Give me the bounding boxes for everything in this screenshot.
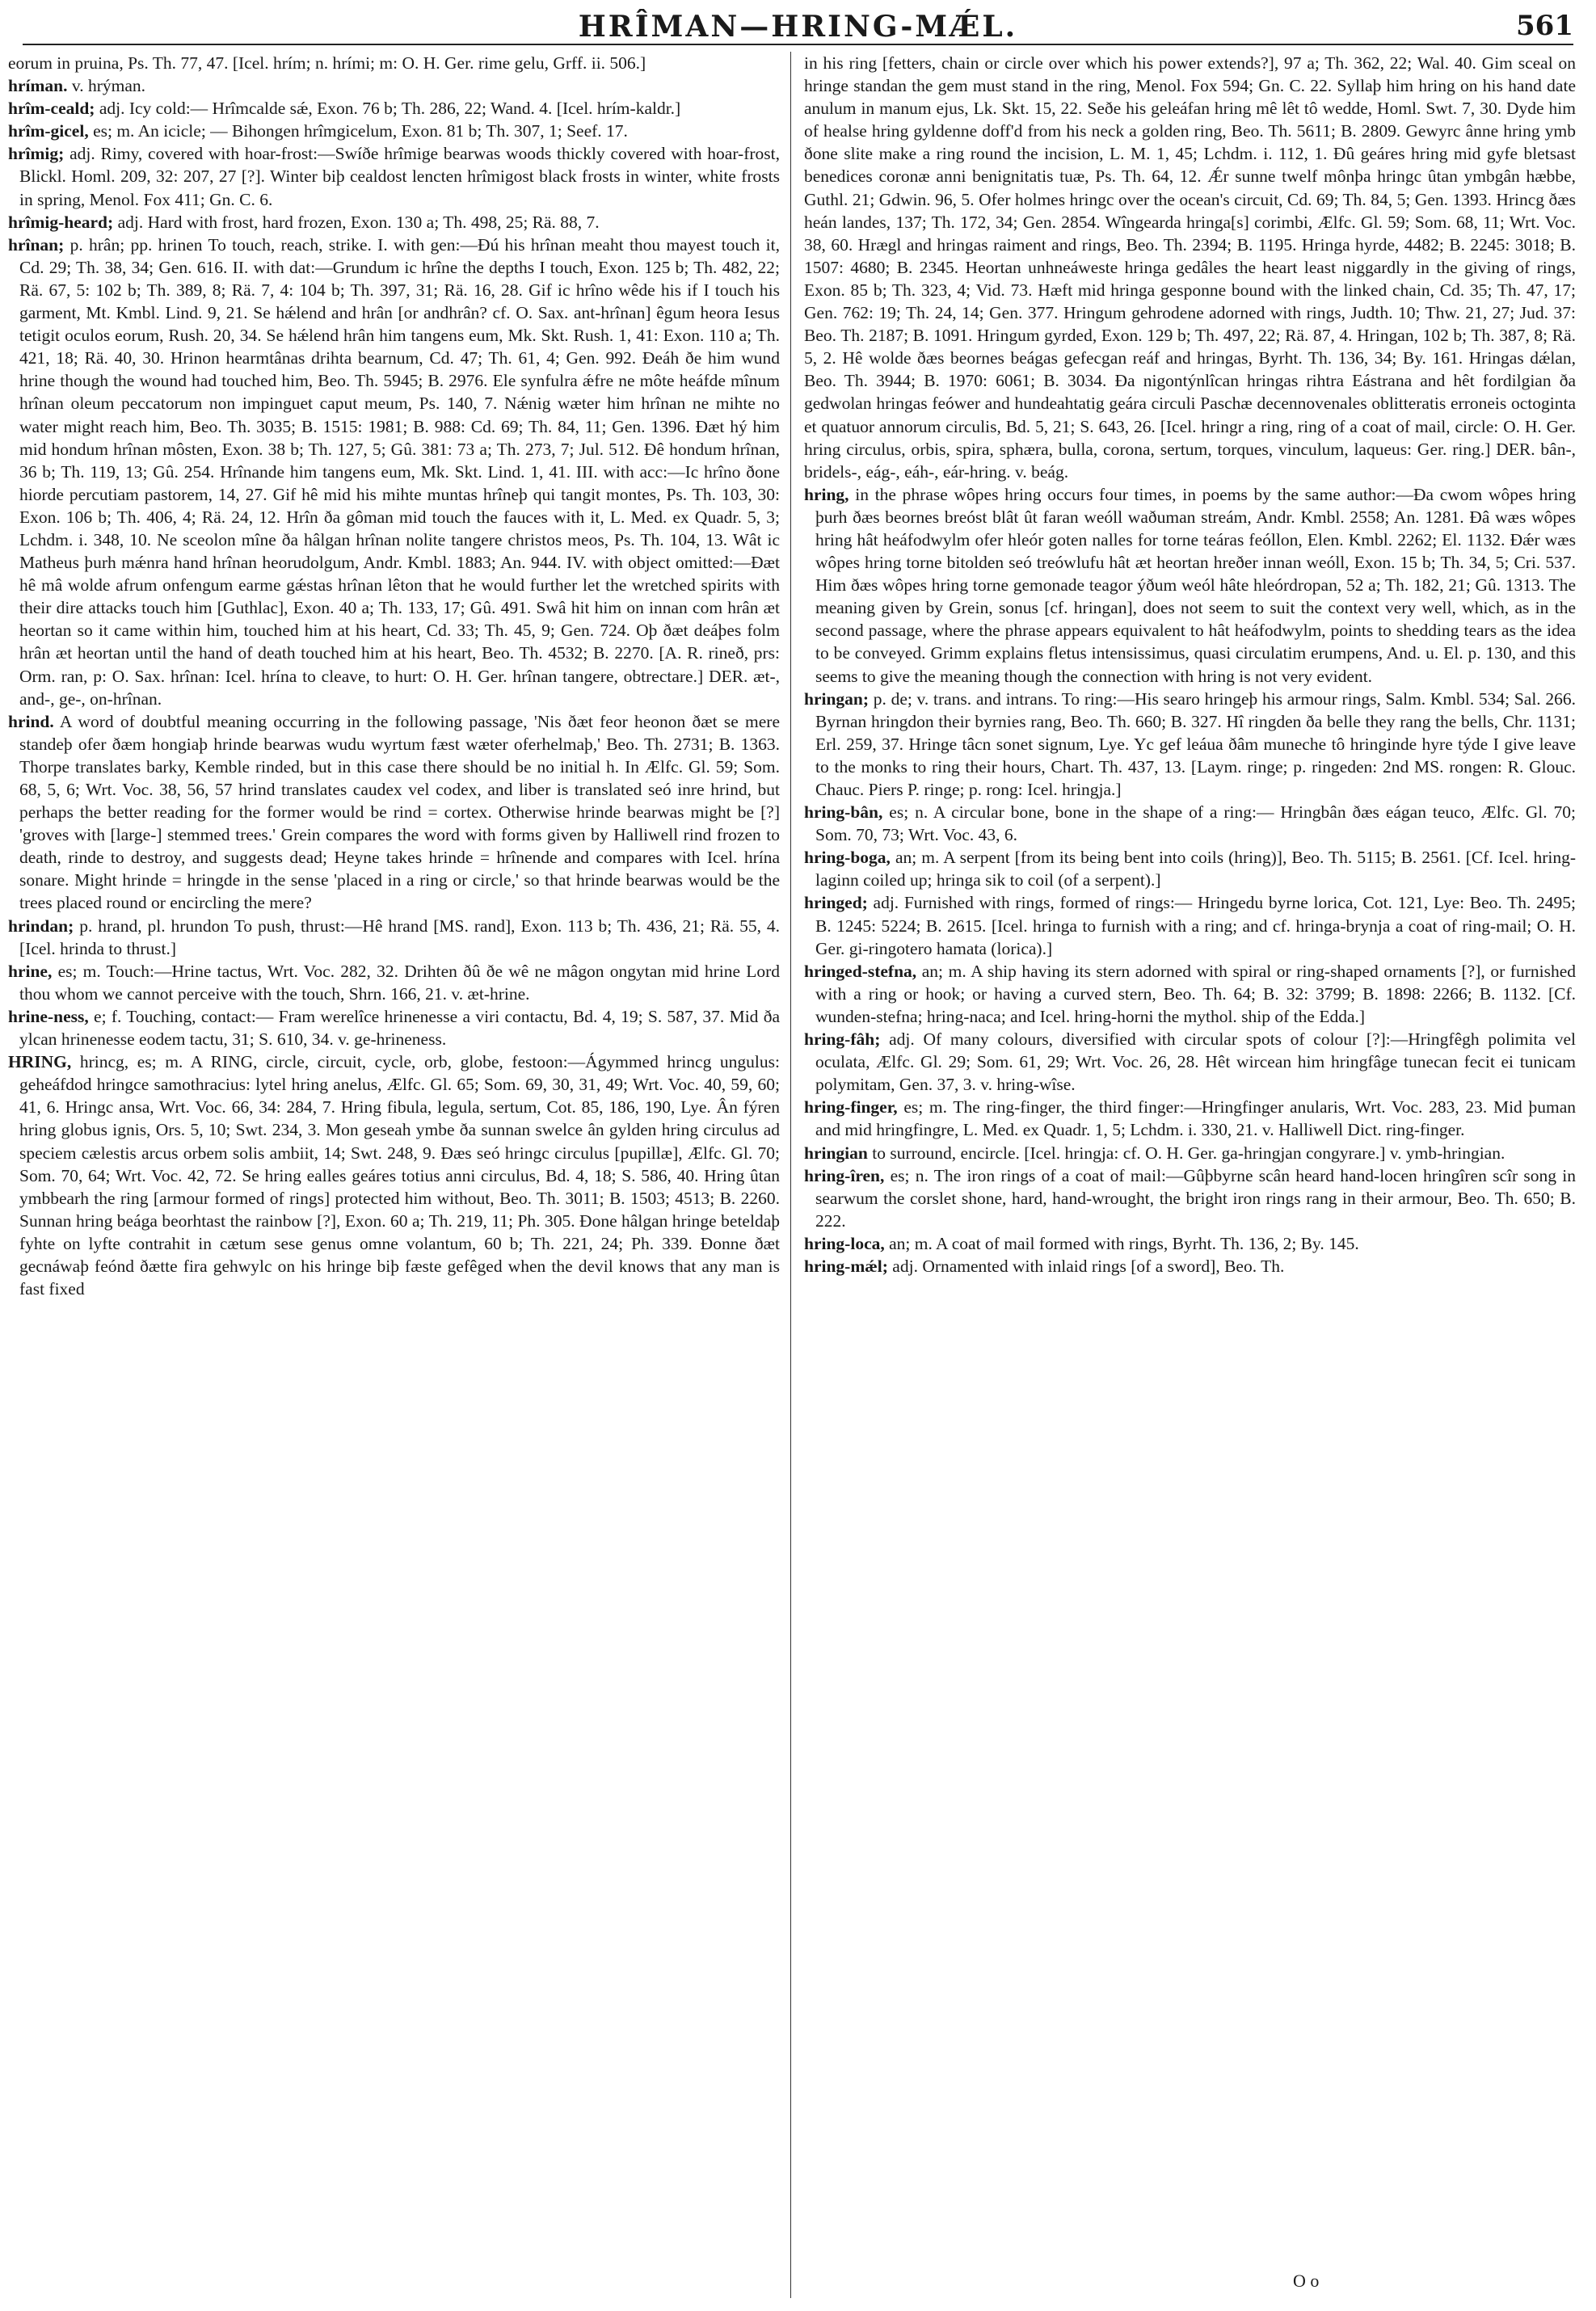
entry-headword: hrine, bbox=[8, 961, 53, 981]
entry-definition: eorum in pruina, Ps. Th. 77, 47. [Icel. hrím; n. hrími; m: O. H. Ger. rime gelu, Grff. ii. 506.] bbox=[8, 53, 646, 73]
two-column-body bbox=[8, 52, 1588, 2298]
entry-headword: hrindan; bbox=[8, 916, 74, 936]
page-title: HRÎMAN—HRING-MǼL. bbox=[578, 10, 1018, 44]
entry-definition: an; m. A coat of mail formed with rings, Byrht. Th. 136, 2; By. 145. bbox=[889, 1233, 1359, 1253]
dictionary-entry bbox=[804, 52, 1576, 483]
entry-headword: hrîm-ceald; bbox=[8, 99, 95, 119]
entry-headword: hríman. bbox=[8, 76, 68, 96]
dictionary-entry bbox=[804, 891, 1576, 959]
entry-definition: adj. Of many colours, diversified with circular spots of colour [?]:—Hringfêgh polimita vel oculata, Ælfc. Gl. 29; Som. 61, 29; Wrt. Voc. 26, 28. Hêt wircean him hringfâge tunecan fecit ei tunicam polymitam, Gen. 37, 3. v. hring-wîse. bbox=[815, 1029, 1576, 1095]
entry-definition: p. hrand, pl. hrundon To push, thrust:—Hê hrand [MS. rand], Exon. 113 b; Th. 436, 21; Rä. 55, 4. [Icel. hrinda to thrust.] bbox=[19, 916, 780, 958]
entry-definition: an; m. A ship having its stern adorned with spiral or ring-shaped ornaments [?], or furnished with a ring or hook; or having a curved stern, Beo. Th. 64; B. 32: 3799; B. 1898: 2266; B. 1132. [Cf. wunden-stefna; hring-naca; and Icel. hring-horni the mythol. ship of the Edda.] bbox=[815, 961, 1576, 1026]
dictionary-entry bbox=[804, 688, 1576, 801]
dictionary-entry bbox=[8, 1050, 780, 1300]
entry-definition: in his ring [fetters, chain or circle over which his power extends?], 97 a; Th. 362, 22; Wal. 40. Gim sceal on hringe standan the gem must stand in the ring, Menol. Fox 594; Gn. C. 22. Syllaþ him hring on his hand date anulum in manum ejus, Lk. Skt. 15, 22. Seðe his geleáfan hring mê lêt tô wedde, Homl. Swt. 7, 30. Dyde him of healse hring gyldenne doff'd from his neck a golden ring, Beo. Th. 5611; B. 2809. Gewyrc ânne hring ymb ðone slite make a ring round the incision, L. M. 1, 45; Lchdm. i. 112, 1. Ðû geáres hring mid gyfe bletsast benedices coronæ anni benignitatis tuæ, Ps. Th. 64, 12. Ǽr sunne twelf mônþa hringc ûtan ymbgân hæbbe, Guthl. 21; Gdwin. 96, 5. Ofer holmes hringc over the ocean's circuit, Cd. 69; Th. 84, 5; Gen. 1393. Hrincg ðæs heán landes, 137; Th. 172, 34; Gen. 2854. Wîngearda hringa[s] corimbi, Ælfc. Gl. 59; Som. 68, 11; Wrt. Voc. 38, 60. Hrægl and hringas raiment and rings, Beo. Th. 2394; B. 1195. Hringa hyrde, 4482; B. 2245: 3018; B. 1507: 4680; B. 2345. Heortan unhneáweste hringa gedâles the heart least niggardly in the giving of rings, Exon. 85 b; Th. 323, 4; Vid. 73. Hæft mid hringa gesponne bound with the linked chain, Cd. 35; Th. 47, 17; Gen. 762: 19; Th. 24, 14; Gen. 377. Hringum gehrodene adorned with rings, Judth. 10; Thw. 21, 27; Jud. 37: Beo. Th. 2187; B. 1091. Hringum gyrded, Exon. 129 b; Th. 497, 22; Rä. 87, 4. Hringan, 102 b; Th. 387, 8; Rä. 5, 2. Hê wolde ðæs beornes beágas gefecgan reáf and hringas, Byrht. Th. 136, 34; By. 161. Hringas dǽlan, Beo. Th. 3944; B. 1970: 6061; B. 3034. Ða nigontýnlîcan hringas rihtra Eástrana and hêt fordilgian ða gedwolan hringas feówer and hundeahtatig geára circuli Paschæ decennovenales oblitteratis erroneis octoginta et quatuor annorum circulis, Bd. 5, 21; S. 643, 26. [Icel. hringr a ring, ring of a coat of mail, circle: O. H. Ger. hring circulus, orbis, spira, sphæra, bulla, corona, sertum, torques, vinculum, laqueus: Ger. ring.] DER. bân-, bridels-, eág-, eáh-, eár-hring. v. beág. bbox=[804, 53, 1576, 482]
entry-headword: hrind. bbox=[8, 711, 54, 731]
column-divider bbox=[790, 52, 791, 2298]
dictionary-entry bbox=[8, 120, 780, 142]
entry-headword: hring, bbox=[804, 484, 849, 504]
entry-headword: hring-bân, bbox=[804, 802, 883, 823]
entry-headword: hringed-stefna, bbox=[804, 961, 917, 981]
entry-headword: hrîm-gicel, bbox=[8, 121, 89, 141]
entry-headword: hrîmig; bbox=[8, 144, 65, 164]
entry-definition: adj. Furnished with rings, formed of rings:— Hringedu byrne lorica, Cot. 121, Lye: Beo. Th. 2495; B. 1245: 5224; B. 2615. [Icel. hringa to furnish with a ring; and cf. hringa-brynja a coat of ring-mail; O. H. Ger. gi-ringotero hamata (lorica).] bbox=[815, 893, 1576, 958]
dictionary-entry bbox=[804, 1096, 1576, 1141]
dictionary-entry bbox=[8, 211, 780, 234]
entry-headword: hring-loca, bbox=[804, 1233, 885, 1253]
entry-definition: in the phrase wôpes hring occurs four times, in poems by the same author:—Ða cwom wôpes hring þurh ðæs beornes breóst blât ût faran weóll waðuman streám, Andr. Kmbl. 2558; An. 1281. Ðâ wæs wôpes hring hât heáfodwylm ofer hleór goten nalles for torne teáras feóllon, Elen. Kmbl. 2262; El. 1132. Ðǽr wæs wôpes hring torne bitolden seó treówlufu hât æt heortan hreðer innan weóll, Exon. 15 b; Th. 34, 5; Cri. 537. Him ðæs wôpes hring torne gemonade teagor ýðum weól hâte hleórdropan, 52 a; Th. 182, 21; Gû. 1313. The meaning given by Grein, sonus [cf. hringan], does not seem to suit the context very well, which, as in the second passage, where the phrase appears equivalent to hât heáfodwylm, points to shedding tears as the idea to be conveyed. Grimm explains fletus intensissimus, quasi circulatim erumpens, And. u. El. p. 130, and this seems to give the meaning though the connection with hring is not very evident. bbox=[815, 484, 1576, 686]
dictionary-entry bbox=[8, 234, 780, 710]
page-number: 561 bbox=[1516, 10, 1573, 42]
entry-headword: hringian bbox=[804, 1143, 868, 1163]
entry-headword: hringan; bbox=[804, 688, 870, 709]
entry-headword: hring-îren, bbox=[804, 1165, 885, 1185]
entry-headword: hrîmig-heard; bbox=[8, 212, 114, 232]
dictionary-entry bbox=[8, 97, 780, 120]
dictionary-entry bbox=[804, 1232, 1576, 1255]
dictionary-entry bbox=[8, 74, 780, 97]
entry-definition: adj. Hard with frost, hard frozen, Exon. 130 a; Th. 498, 25; Rä. 88, 7. bbox=[117, 212, 600, 232]
dictionary-entry bbox=[804, 846, 1576, 891]
right-column bbox=[804, 52, 1576, 2298]
dictionary-entry bbox=[8, 142, 780, 210]
entry-definition: hrincg, es; m. A RING, circle, circuit, cycle, orb, globe, festoon:—Ágymmed hrincg ungulus: geheáfdod hringce samothracius: lytel hring anelus, Ælfc. Gl. 65; Som. 69, 30, 31, 49; Wrt. Voc. 40, 59, 60; 41, 6. Hringc ansa, Wrt. Voc. 66, 34: 284, 7. Hring fibula, legula, sertum, Cot. 85, 186, 190, Lye. Ân fýren hring globus ignis, Ors. 5, 10; Swt. 234, 3. Mon geseah ymbe ða sunnan swelce ân gylden hring circulus ad speciem cælestis arcus orbem solis ambiit, 14; Swt. 248, 9. Ðæs seó hringc circulus [pupillæ], Ælfc. Gl. 70; Som. 70, 64; Wrt. Voc. 42, 72. Se hring ealles geáres totius anni circulus, Bd. 4, 18; S. 586, 40. Hring ûtan ymbbearh the ring [armour formed of rings] protected him without, Beo. Th. 3011; B. 1503; 4513; B. 2260. Sunnan hring beága beorhtast the rainbow [?], Exon. 60 a; Th. 219, 11; Ph. 305. Ðone hâlgan hringe beteldaþ fyhte on lyfte contrahit in cætum sese genus omne volantum, 60 b; Th. 221, 24; Ph. 339. Ðonne ðæt gecnáwaþ feónd ðætte fira gehwylc on his hringe biþ fæste gefêged when the devil knows that any man is fast fixed bbox=[19, 1052, 780, 1299]
entry-definition: an; m. A serpent [from its being bent into coils (hring)], Beo. Th. 5115; B. 2561. [Cf. Icel. hring-laginn coiled up; hringa sik to coil (of a serpent).] bbox=[815, 848, 1576, 890]
entry-headword: hrine-ness, bbox=[8, 1006, 89, 1026]
entry-definition: to surround, encircle. [Icel. hringja: cf. O. H. Ger. ga-hringjan congyrare.] v. ymb-hringian. bbox=[872, 1143, 1505, 1163]
dictionary-entry bbox=[8, 1005, 780, 1050]
entry-definition: es; n. A circular bone, bone in the shape of a ring:— Hringbân ðæs eágan teuco, Ælfc. Gl. 70; Som. 70, 73; Wrt. Voc. 43, 6. bbox=[815, 802, 1576, 845]
entry-definition: es; m. An icicle; — Bihongen hrîmgicelum, Exon. 81 b; Th. 307, 1; Seef. 17. bbox=[93, 121, 628, 141]
entry-definition: e; f. Touching, contact:— Fram werelîce hrinenesse a viri contactu, Bd. 4, 19; S. 587, 37. Mid ða ylcan hrinenesse eodem tactu, 31; S. 610, 34. v. ge-hrineness. bbox=[19, 1006, 780, 1050]
entry-headword: hring-fâh; bbox=[804, 1029, 881, 1050]
dictionary-entry bbox=[804, 801, 1576, 846]
signature-mark: O o bbox=[1293, 2271, 1320, 2291]
entry-definition: adj. Ornamented with inlaid rings [of a sword], Beo. Th. bbox=[892, 1256, 1285, 1276]
entry-headword: hringed; bbox=[804, 893, 868, 913]
entry-headword: HRING, bbox=[8, 1052, 72, 1072]
entry-definition: p. hrân; pp. hrinen To touch, reach, strike. I. with gen:—Ðú his hrînan meaht thou mayest touch it, Cd. 29; Th. 38, 34; Gen. 616. II. with dat:—Grundum ic hrîne the depths I touch, Exon. 125 b; Th. 482, 22; Rä. 67, 5: 102 b; Th. 389, 8; Rä. 7, 4: 104 b; Th. 397, 31; Rä. 16, 28. Gif ic hrîno wêde his if I touch his garment, Mt. Kmbl. Lind. 9, 21. Se hǽlend and hrân [or andhrân? cf. O. Sax. ant-hrînan] êgum heora Iesus tetigit oculos eorum, Rush. 20, 34. Se hǽlend hrân him tangens eum, Mk. Skt. Rush. 1, 41: Exon. 110 a; Th. 421, 18; Rä. 40, 30. Hrinon hearmtânas drihta bearnum, Cd. 47; Th. 61, 4; Gen. 992. Ðeáh ðe him wund hrine though the wound had touched him, Beo. Th. 5945; B. 2976. Ele synfulra ǽfre ne môte heáfde mînum hrînan oleum peccatorum non impinguet caput meum, Ps. 140, 7. Nǽnig wæter him hrînan ne mihte no water might reach him, Beo. Th. 3035; B. 1515: 1981; B. 988: Cd. 69; Th. 84, 11; Gen. 1396. Ðæt hý him mid hondum hrînan môsten, Exon. 38 b; Th. 127, 5; Gû. 381: 73 a; Th. 273, 7; Jul. 512. Ðê hondum hrînan, 36 b; Th. 119, 13; Gû. 254. Hrînande him tangens eum, Mk. Skt. Lind. 1, 41. III. with acc:—Ic hrîno ðone hiorde percutiam pastorem, 14, 27. Gif hê mid his mihte muntas hrîneþ qui tangit montes, Ps. Th. 103, 30: Exon. 106 b; Th. 406, 4; Rä. 24, 12. Hrîn ða gôman mid touch the fauces with it, L. Med. ex Quadr. 5, 3; Lchdm. i. 348, 10. Ne sceolon mîne ða hâlgan hrînan nolite tangere christos meos, Ps. Th. 104, 13. Wât ic Matheus þurh mǽnra hand hrînan heorudolgum, Andr. Kmbl. 1883; An. 944. IV. with object omitted:—Ðæt hê mâ wolde afrum onfengum earme gǽstas hrînan lêton that he would further let the wretched spirits with their dire attacks touch him [Guthlac], Exon. 40 a; Th. 133, 17; Gû. 491. Swâ hit him on innan com hrân æt heortan so it came within him, touched him at his heart, Cd. 33; Th. 45, 9; Gen. 724. Oþ ðæt deáþes folm hrân æt heortan until the hand of death touched him at his heart, Beo. Th. 4532; B. 2270. [A. R. rineð, prs: Orm. ran, p: O. Sax. hrînan: Icel. hrína to cleave, to hurt: O. H. Ger. hrînan tangere, obtrectare.] DER. æt-, and-, ge-, on-hrînan. bbox=[19, 234, 780, 709]
entry-headword: hring-boga, bbox=[804, 848, 891, 868]
entry-headword: hring-finger, bbox=[804, 1097, 898, 1118]
entry-definition: adj. Icy cold:— Hrîmcalde sǽ, Exon. 76 b; Th. 286, 22; Wand. 4. [Icel. hrím-kaldr.] bbox=[99, 99, 681, 119]
dictionary-entry bbox=[804, 1255, 1576, 1278]
dictionary-entry bbox=[8, 960, 780, 1005]
dictionary-entry bbox=[8, 710, 780, 915]
entry-definition: es; m. The ring-finger, the third finger:—Hringfinger anularis, Wrt. Voc. 283, 23. Mid þuman and mid hringfingre, L. Med. ex Quadr. 1, 5; Lchdm. i. 330, 21. v. Halliwell Dict. ring-finger. bbox=[815, 1097, 1576, 1140]
dictionary-entry bbox=[804, 960, 1576, 1028]
dictionary-entry bbox=[804, 483, 1576, 688]
running-head bbox=[23, 5, 1573, 45]
entry-definition: p. de; v. trans. and intrans. To ring:—His searo hringeþ his armour rings, Salm. Kmbl. 534; Sal. 266. Byrnan hringdon their byrnies rang, Beo. Th. 660; B. 327. Hî ringden ða belle they rang the bells, Chr. 1131; Erl. 259, 37. Hringe tâcn sonet signum, Lye. Yc gef leáua ðâm muneche tô hringinde hyre týde I give leave to the monks to ring their hours, Chart. Th. 437, 13. [Laym. ringe; p. ringeden: 2nd MS. rongen: R. Glouc. Chauc. Piers P. ringe; p. rong: Icel. hringja.] bbox=[815, 688, 1576, 799]
entry-definition: es; m. Touch:—Hrine tactus, Wrt. Voc. 282, 32. Drihten ðû ðe wê ne mâgon ongytan mid hrine Lord thou whom we cannot perceive with the touch, Shrn. 166, 21. v. æt-hrine. bbox=[19, 961, 780, 1004]
dictionary-entry bbox=[804, 1142, 1576, 1164]
dictionary-entry bbox=[804, 1028, 1576, 1096]
entry-headword: hring-mǽl; bbox=[804, 1256, 888, 1276]
entry-definition: v. hrýman. bbox=[71, 76, 145, 96]
dictionary-entry bbox=[8, 915, 780, 960]
left-column bbox=[8, 52, 780, 2298]
dictionary-entry bbox=[804, 1164, 1576, 1232]
entry-definition: A word of doubtful meaning occurring in the following passage, 'Nis ðæt feor heonon ðæt se mere standeþ ofer ðæm hongiaþ hrinde bearwas wudu wyrtum fæst wæter oferhelmaþ,' Beo. Th. 2731; B. 1363. Thorpe translates barky, Kemble rinded, but in this case there should be no initial h. In Ælfc. Gl. 59; Som. 68, 5, 6; Wrt. Voc. 38, 56, 57 hrind translates caudex vel codex, and liber is translated seó inre hrind, but perhaps the better reading for the former would be rind = cortex. Otherwise hrinde bearwas might be [?] 'groves with [large-] stemmed trees.' Grein compares the word with forms given by Halliwell rind frozen to death, rinde to destroy, and suggests dead; Heyne takes hrinde = hrînende and compares with Icel. hrína sonare. Might hrinde = hringde in the sense 'placed in a ring or circle,' so that hrinde bearwas would be the trees placed round or encircling the mere? bbox=[19, 711, 780, 913]
entry-definition: es; n. The iron rings of a coat of mail:—Gûþbyrne scân heard hand-locen hringîren scîr song in searwum the corslet shone, hard, hand-wrought, the bright iron rings rang in their armour, Beo. Th. 650; B. 222. bbox=[815, 1165, 1576, 1231]
entry-headword: hrînan; bbox=[8, 234, 65, 255]
entry-definition: adj. Rimy, covered with hoar-frost:—Swíðe hrîmige bearwas woods thickly covered with hoar-frost, Blickl. Homl. 209, 32: 207, 27 [?]. Winter biþ cealdost lencten hrîmigost black frosts in winter, white frosts in spring, Menol. Fox 411; Gn. C. 6. bbox=[19, 144, 780, 209]
dictionary-entry bbox=[8, 52, 780, 74]
